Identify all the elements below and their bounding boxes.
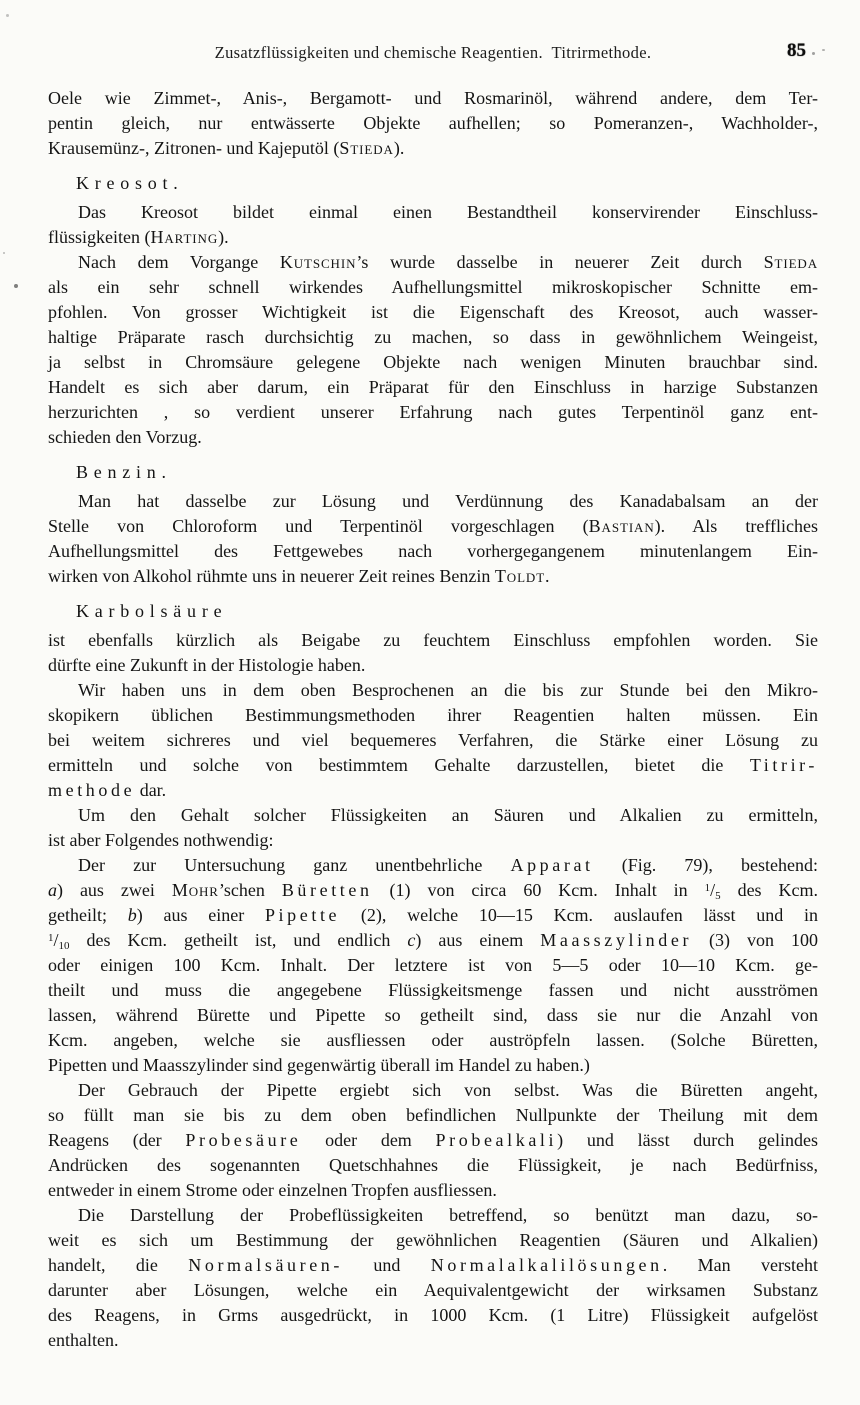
text-run: ). (393, 138, 405, 158)
text-run: pentin gleich, nur entwässerte Objekte aufhellen; so Pomeranzen-, Wachholder-, (48, 113, 818, 133)
text-line (48, 978, 818, 1003)
text-run: Maasszylinder (540, 930, 693, 950)
text-line (48, 828, 818, 853)
paragraph (48, 678, 818, 803)
text-run: ja selbst in Chromsäure gelegene Objekte nach wenigen Minuten brauchbar sind. (48, 352, 818, 372)
text-run: a (48, 880, 57, 900)
text-line (48, 1328, 818, 1353)
text-run: ). (218, 227, 229, 247)
text-line (48, 728, 818, 753)
text-line (48, 425, 818, 450)
text-run: Man hat dasselbe zur Lösung und Verdünnung des Kanadabalsam an der (78, 491, 818, 511)
text-line (48, 564, 818, 589)
text-run: schieden den Vorzug. (48, 427, 202, 447)
text-run: Wir haben uns in dem oben Besprochenen an die bis zur Stunde bei den Mikro- (78, 680, 818, 700)
text-run: ) und lässt durch gelindes (557, 1130, 818, 1150)
text-run: weit es sich um Bestimmung der gewöhnlichen Reagentien (Säuren und Alkalien) (48, 1230, 818, 1250)
text-run: des Kcm. getheilt ist, und endlich (69, 930, 408, 950)
text-run: flüssigkeiten ( (48, 227, 151, 247)
text-run: lassen, während Bürette und Pipette so getheilt sind, dass sie nur die Anzahl von (48, 1005, 818, 1025)
text-line (48, 300, 818, 325)
text-line (48, 803, 818, 828)
text-run: Kcm. angeben, welche sie ausfliessen oder auströpfeln lassen. (Solche Büretten, (48, 1030, 818, 1050)
text-line (48, 1253, 818, 1278)
text-line (48, 1028, 818, 1053)
text-run: haltige Präparate rasch durchsichtig zu machen, so dass in gewöhnlichem Weingeist, (48, 327, 818, 347)
text-line (48, 928, 818, 953)
text-run: als ein sehr schnell wirkendes Aufhellungsmittel mikroskopischer Schnitte em- (48, 277, 818, 297)
text-line (48, 753, 818, 778)
text-run: und (343, 1255, 431, 1275)
text-line (48, 225, 818, 250)
text-run: Nach dem Vorgange (78, 252, 280, 272)
text-line (48, 628, 818, 653)
text-line (48, 1203, 818, 1228)
fraction: $^1/_{10}$ (48, 930, 70, 952)
text-run: (Fig. 79), bestehend: (593, 855, 818, 875)
text-run: herzurichten , so verdient unserer Erfahrung nach gutes Terpentinöl ganz ent- (48, 402, 818, 422)
text-line (48, 539, 818, 564)
text-run: oder einigen 100 Kcm. Inhalt. Der letztere ist von 5—5 oder 10—10 Kcm. ge- (48, 955, 818, 975)
text-line (48, 200, 818, 225)
text-run: Reagens (der (48, 1130, 186, 1150)
paragraph (48, 1203, 818, 1353)
paragraph (48, 1078, 818, 1203)
text-run: (3) von 100 (692, 930, 819, 950)
text-line (48, 653, 818, 678)
text-run: ) aus einem (415, 930, 541, 950)
scan-artifact (822, 49, 825, 51)
text-run: ). Als treffliches (654, 516, 818, 536)
text-run: Stelle von Chloroform und Terpentinöl vorgeschlagen ( (48, 516, 589, 536)
text-run: . (545, 566, 550, 586)
author-name: Stieda (763, 252, 818, 272)
text-run: . Man versteht (662, 1255, 818, 1275)
text-line (48, 1003, 818, 1028)
text-line (48, 1128, 818, 1153)
author-name: Mohr (171, 880, 219, 900)
section-heading: Karbolsäure (76, 601, 228, 621)
text-line (48, 136, 818, 161)
section-heading: Benzin. (76, 462, 172, 482)
text-run: Titrir- (749, 755, 818, 775)
text-line (48, 903, 818, 928)
paragraph (48, 489, 818, 589)
text-line (48, 489, 818, 514)
text-run: ist aber Folgendes nothwendig: (48, 830, 274, 850)
text-line (48, 400, 818, 425)
section-heading: Kreosot. (76, 173, 184, 193)
text-run: methode (48, 780, 136, 800)
text-line (48, 778, 818, 803)
fraction: $^1/_5$ (704, 880, 721, 902)
text-line (48, 703, 818, 728)
text-run: ) aus einer (136, 905, 265, 925)
text-run: Die Darstellung der Probeflüssigkeiten betreffend, so benützt man dazu, so- (78, 1205, 818, 1225)
text-run: enthalten. (48, 1330, 119, 1350)
text-run: Um den Gehalt solcher Flüssigkeiten an Säuren und Alkalien zu ermitteln, (78, 805, 818, 825)
author-name: Harting (150, 227, 219, 247)
text-run: Aufhellungsmittel des Fettgewebes nach vorhergegangenem minutenlangem Ein- (48, 541, 818, 561)
text-run: (2), welche 10—15 Kcm. auslaufen lässt und in (340, 905, 819, 925)
text-run: Apparat (510, 855, 594, 875)
text-run: b (127, 905, 137, 925)
text-run: (1) von circa 60 Kcm. Inhalt in (372, 880, 705, 900)
text-run: Der Gebrauch der Pipette ergiebt sich von selbst. Was die Büretten angeht, (78, 1080, 818, 1100)
text-run: so füllt man sie bis zu dem oben befindlichen Nullpunkte der Theilung mit dem (48, 1105, 818, 1125)
text-run: Büretten (281, 880, 373, 900)
running-title: Zusatzflüssigkeiten und chemische Reagentien. Titrirmethode. (214, 43, 652, 62)
text-line (48, 1278, 818, 1303)
text-run: wirken von Alkohol rühmte uns in neuerer Zeit reines Benzin (48, 566, 495, 586)
text-run: darunter aber Lösungen, welche ein Aequivalentgewicht der wirksamen Substanz (48, 1280, 818, 1300)
text-run: Krausemünz-, Zitronen- und Kajeputöl ( (48, 138, 340, 158)
text-run: Probealkali (435, 1130, 558, 1150)
text-line (48, 1303, 818, 1328)
paragraph (48, 200, 818, 250)
text-run: bei weitem sichreres und viel bequemeres Verfahren, die Stärke einer Lösung zu (48, 730, 818, 750)
text-line (48, 953, 818, 978)
text-run: Normalalkalilösungen (430, 1255, 663, 1275)
text-run: oder dem (301, 1130, 436, 1150)
text-line (48, 1103, 818, 1128)
page-header (48, 42, 818, 66)
text-run: Andrücken des sogenannten Quetschhahnes die Flüssigkeit, je nach Bedürfniss, (48, 1155, 818, 1175)
text-run: Der zur Untersuchung ganz unentbehrliche (78, 855, 511, 875)
author-name: Toldt (494, 566, 546, 586)
text-run: des Kcm. (720, 880, 819, 900)
paragraph (48, 628, 818, 678)
page-number: 85 (787, 40, 806, 61)
scan-artifact (3, 252, 5, 254)
text-run: ’schen (218, 880, 282, 900)
text-line (48, 1228, 818, 1253)
text-run: getheilt; (48, 905, 128, 925)
paragraph (48, 86, 818, 161)
author-name: Bastian (588, 516, 655, 536)
text-run: dürfte eine Zukunft in der Histologie haben. (48, 655, 366, 675)
text-run: Pipetten und Maasszylinder sind gegenwärtig überall im Handel zu haben.) (48, 1055, 590, 1075)
text-line (48, 350, 818, 375)
text-line (48, 878, 818, 903)
text-run: c (407, 930, 416, 950)
text-run: Probesäure (185, 1130, 302, 1150)
author-name: Stieda (339, 138, 394, 158)
scan-artifact (14, 284, 18, 288)
content-blocks (48, 86, 818, 1353)
text-line (48, 514, 818, 539)
paragraph (48, 853, 818, 1078)
author-name: Kutschin (279, 252, 357, 272)
text-run: Pipette (264, 905, 341, 925)
text-run: theilt und muss die angegebene Flüssigkeitsmenge fassen und nicht ausströmen (48, 980, 818, 1000)
text-line (48, 275, 818, 300)
paragraph (48, 803, 818, 853)
text-run: Das Kreosot bildet einmal einen Bestandtheil konservirender Einschluss- (78, 202, 818, 222)
text-run: pfohlen. Von grosser Wichtigkeit ist die Eigenschaft des Kreosot, auch wasser- (48, 302, 818, 322)
text-line (48, 1053, 818, 1078)
text-run: Normalsäuren- (188, 1255, 344, 1275)
text-line (48, 86, 818, 111)
text-line (48, 325, 818, 350)
text-run: ) aus zwei (57, 880, 172, 900)
text-run: dar. (135, 780, 167, 800)
text-run: Oele wie Zimmet-, Anis-, Bergamott- und Rosmarinöl, während andere, dem Ter- (48, 88, 818, 108)
text-run: des Reagens, in Grms ausgedrückt, in 1000 Kcm. (1 Litre) Flüssigkeit aufgelöst (48, 1305, 818, 1325)
text-run: ist ebenfalls kürzlich als Beigabe zu feuchtem Einschluss empfohlen worden. Sie (48, 630, 818, 650)
text-run: skopikern üblichen Bestimmungsmethoden ihrer Reagentien halten müssen. Ein (48, 705, 818, 725)
text-line (48, 1153, 818, 1178)
text-run: Handelt es sich aber darum, ein Präparat für den Einschluss in harzige Substanzen (48, 377, 818, 397)
text-run: ’s wurde dasselbe in neuerer Zeit durch (356, 252, 764, 272)
scan-artifact (6, 14, 9, 17)
text-line (48, 1078, 818, 1103)
text-line (48, 375, 818, 400)
scan-artifact (812, 52, 815, 55)
text-line (48, 678, 818, 703)
text-line (48, 853, 818, 878)
paragraph (48, 250, 818, 450)
text-line (48, 111, 818, 136)
text-run: ermitteln und solche von bestimmtem Gehalte darzustellen, bietet die (48, 755, 750, 775)
text-run: entweder in einem Strome oder einzelnen Tropfen ausfliessen. (48, 1180, 497, 1200)
text-line (48, 250, 818, 275)
text-line (48, 1178, 818, 1203)
text-run: handelt, die (48, 1255, 189, 1275)
